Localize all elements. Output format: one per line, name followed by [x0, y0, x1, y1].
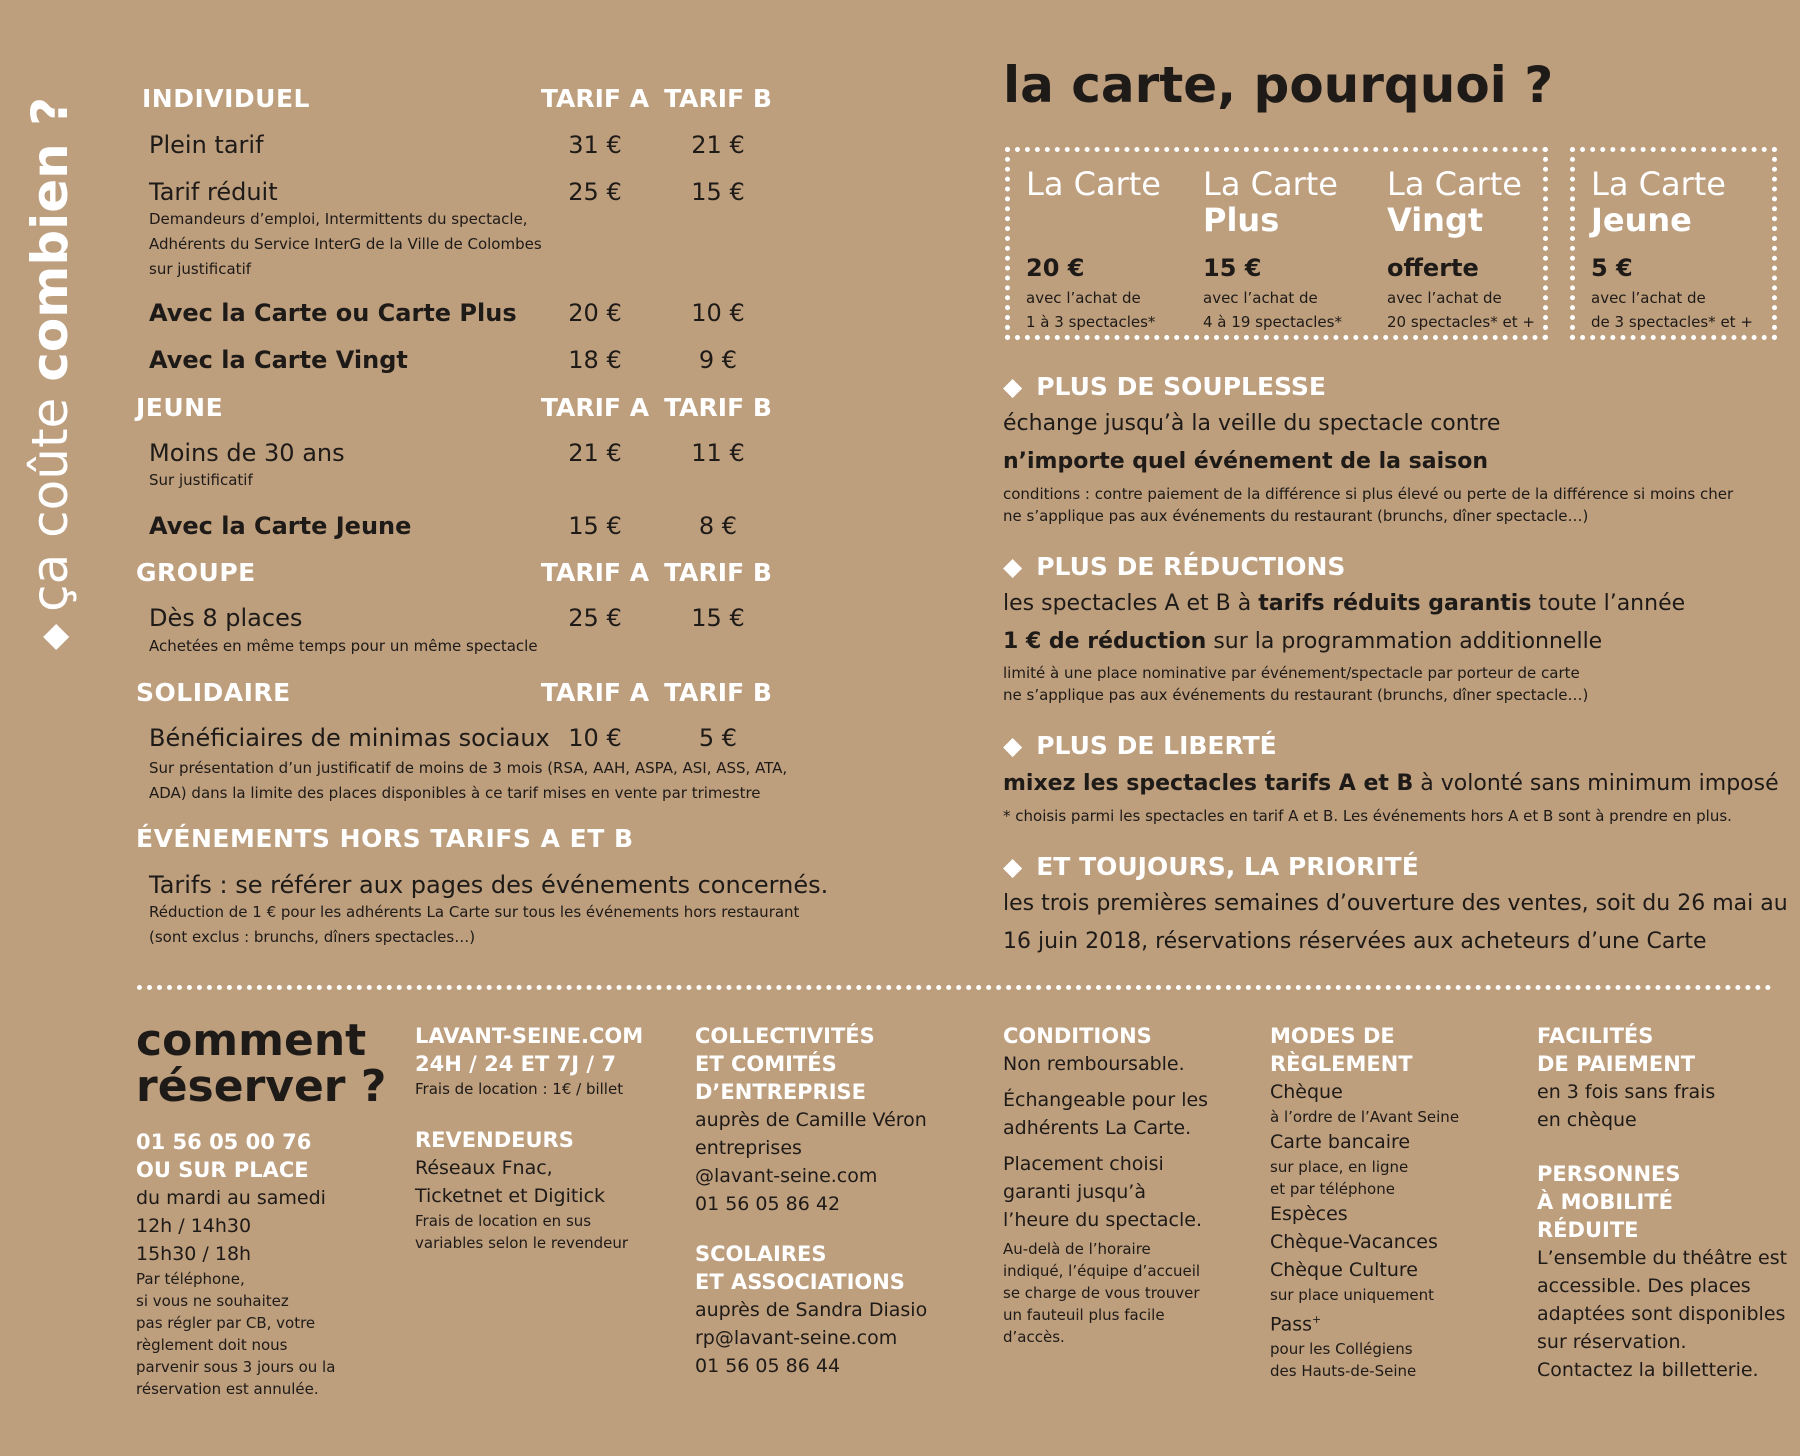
text: les spectacles A et B à: [1003, 591, 1259, 616]
col-tarif-a-heading: TARIF A: [540, 393, 650, 422]
row-tarif-b: 15 €: [691, 178, 745, 206]
note-line: d’accès.: [1003, 1328, 1065, 1346]
row-label: Plein tarif: [149, 131, 264, 159]
advantage-line: échange jusqu’à la veille du spectacle contre: [1003, 411, 1501, 436]
facilites-heading: DE PAIEMENT: [1537, 1052, 1696, 1076]
card-name: La Carte: [1387, 165, 1522, 203]
row-tarif-a: 15 €: [568, 512, 622, 540]
bold-text: 1 € de réduction: [1003, 629, 1207, 654]
advantage-heading: [1003, 852, 1419, 881]
revendeurs-line: Ticketnet et Digitick: [415, 1185, 606, 1207]
col-tarif-b-heading: TARIF B: [664, 678, 772, 707]
reserver-hours: 12h / 14h30: [136, 1215, 252, 1237]
card-price: 15 €: [1203, 254, 1262, 282]
scolaires-phone[interactable]: 01 56 05 86 44: [695, 1355, 841, 1377]
modes-heading: RÈGLEMENT: [1270, 1052, 1413, 1076]
facilites-heading: FACILITÉS: [1537, 1024, 1654, 1048]
card-suffix: Plus: [1203, 201, 1280, 239]
reserver-days: du mardi au samedi: [136, 1187, 326, 1209]
card-la-carte-plus: [1203, 166, 1342, 334]
mode-item: Carte bancaire: [1270, 1131, 1411, 1153]
mode-item: [1270, 1306, 1459, 1338]
dotted-divider: [137, 985, 1772, 990]
collectivites-column: [695, 1022, 927, 1380]
advantage-heading: [1003, 372, 1326, 401]
row-tarif-a: 31 €: [568, 131, 622, 159]
note-line: un fauteuil plus facile: [1003, 1306, 1165, 1324]
note-line: parvenir sous 3 jours ou la: [136, 1358, 336, 1376]
advantage-title: PLUS DE RÉDUCTIONS: [1036, 552, 1346, 581]
pmr-line: accessible. Des places: [1537, 1275, 1751, 1297]
mode-note: sur place, en ligne: [1270, 1158, 1409, 1176]
note-line: 20 spectacles* et +: [1387, 313, 1535, 331]
mode-item: Chèque Culture: [1270, 1259, 1418, 1281]
row-label: Avec la Carte Vingt: [149, 346, 408, 374]
website-note: Frais de location : 1€ / billet: [415, 1080, 624, 1098]
row-tarif-a: 20 €: [568, 299, 622, 327]
note-line: Par téléphone,: [136, 1270, 245, 1288]
reserver-title-line2: réserver ?: [136, 1061, 387, 1112]
conditions-line: Non remboursable.: [1003, 1053, 1185, 1075]
row-note: Achetées en même temps pour un même spectacle: [149, 637, 538, 655]
note-line: avec l’achat de: [1203, 289, 1318, 307]
row-tarif-a: 18 €: [568, 346, 622, 374]
reserver-column: [136, 1015, 387, 1400]
note-line: ADA) dans la limite des places disponibles à ce tarif mises en vente par trimestre: [149, 784, 761, 802]
row-note: [149, 207, 542, 282]
facilites-column: [1537, 1022, 1787, 1384]
note-line: avec l’achat de: [1387, 289, 1502, 307]
advantage-note: ne s’applique pas aux événements du restaurant (brunchs, dîner spectacle…): [1003, 686, 1589, 704]
note-line: Frais de location en sus: [415, 1212, 592, 1230]
conditions-note: [1003, 1238, 1208, 1348]
mode-item: Chèque: [1270, 1081, 1343, 1103]
row-tarif-b: 8 €: [698, 512, 738, 540]
card-suffix: [1026, 202, 1161, 238]
carte-title: la carte, pourquoi ?: [1003, 56, 1554, 114]
mode-note: et par téléphone: [1270, 1180, 1395, 1198]
collectivites-email[interactable]: @lavant-seine.com: [695, 1165, 878, 1187]
mode-sup: +: [1312, 1313, 1322, 1326]
reserver-onsite: OU SUR PLACE: [136, 1158, 309, 1182]
note-line: Au-delà de l’horaire: [1003, 1240, 1151, 1258]
text: toute l’année: [1531, 591, 1686, 616]
row-tarif-b: 10 €: [691, 299, 745, 327]
advantage-heading: [1003, 552, 1345, 581]
note-line: si vous ne souhaitez: [136, 1292, 289, 1310]
card-suffix: Jeune: [1591, 201, 1692, 239]
note-line: Sur présentation d’un justificatif de moins de 3 mois (RSA, AAH, ASPA, ASI, ASS, ATA,: [149, 759, 788, 777]
section-hors-heading: ÉVÉNEMENTS HORS TARIFS A ET B: [136, 824, 634, 853]
row-note: Sur justificatif: [149, 471, 253, 489]
row-note: [149, 756, 787, 806]
card-price: 5 €: [1591, 254, 1633, 282]
card-note: [1591, 286, 1753, 334]
row-tarif-b: 11 €: [691, 439, 745, 467]
advantage-heading: [1003, 731, 1277, 760]
row-tarif-a: 10 €: [568, 724, 622, 752]
diamond-icon: ◆: [1003, 552, 1023, 581]
pmr-line: L’ensemble du théâtre est: [1537, 1247, 1788, 1269]
card-price: 20 €: [1026, 254, 1085, 282]
reserver-title-line1: comment: [136, 1015, 367, 1066]
row-tarif-a: 25 €: [568, 178, 622, 206]
facilites-line: en 3 fois sans frais: [1537, 1081, 1716, 1103]
note-line: réservation est annulée.: [136, 1380, 319, 1398]
col-tarif-b-heading: TARIF B: [664, 558, 772, 587]
collectivites-heading: ET COMITÉS: [695, 1052, 837, 1076]
card-note: [1387, 286, 1535, 334]
mode-note: des Hauts-de-Seine: [1270, 1362, 1417, 1381]
collectivites-email[interactable]: entreprises: [695, 1137, 802, 1159]
row-tarif-b: 15 €: [691, 604, 745, 632]
side-title-part1: ça coûte: [21, 397, 79, 612]
row-tarif-b: 5 €: [698, 724, 738, 752]
collectivites-line: auprès de Camille Véron: [695, 1109, 927, 1131]
col-tarif-b-heading: TARIF B: [664, 393, 772, 422]
pmr-line: sur réservation.: [1537, 1331, 1687, 1353]
mode-note: pour les Collégiens: [1270, 1340, 1413, 1359]
reserver-phone: 01 56 05 00 76: [136, 1130, 312, 1154]
scolaires-heading: ET ASSOCIATIONS: [695, 1270, 905, 1294]
card-note: [1203, 286, 1342, 334]
mode-note: sur place uniquement: [1270, 1286, 1435, 1304]
note-line: avec l’achat de: [1591, 289, 1706, 307]
modes-reglement-column: [1270, 1022, 1459, 1382]
advantage-line: [1003, 771, 1779, 796]
section-jeune-heading: JEUNE: [136, 393, 224, 422]
note-line: 1 à 3 spectacles*: [1026, 313, 1156, 331]
col-tarif-a-heading: TARIF A: [540, 678, 650, 707]
side-title-part2: combien ?: [21, 96, 79, 382]
web-column: [415, 1022, 643, 1254]
note-line: de 3 spectacles* et +: [1591, 313, 1753, 331]
mode-label: Pass: [1270, 1313, 1313, 1336]
advantage-line: les trois premières semaines d’ouverture des ventes, soit du 26 mai au: [1003, 891, 1788, 916]
advantage-note: conditions : contre paiement de la différence si plus élevé ou perte de la différence si moins cher: [1003, 485, 1734, 503]
modes-heading: MODES DE: [1270, 1024, 1395, 1048]
note-line: indiqué, l’équipe d’accueil: [1003, 1262, 1201, 1280]
pmr-heading: PERSONNES: [1537, 1162, 1681, 1186]
advantage-line: [1003, 591, 1685, 616]
side-title: [20, 60, 80, 650]
note-line: Réduction de 1 € pour les adhérents La Carte sur tous les événements hors restaurant: [149, 903, 800, 921]
advantage-line: [1003, 449, 1488, 474]
scolaires-heading: SCOLAIRES: [695, 1242, 827, 1266]
note-line: Adhérents du Service InterG de la Ville de Colombes: [149, 235, 542, 253]
advantage-line: 16 juin 2018, réservations réservées aux acheteurs d’une Carte: [1003, 929, 1707, 954]
section-groupe-heading: GROUPE: [136, 558, 256, 587]
note-line: avec l’achat de: [1026, 289, 1141, 307]
collectivites-heading: D’ENTREPRISE: [695, 1080, 867, 1104]
conditions-column: [1003, 1022, 1208, 1348]
col-tarif-a-heading: TARIF A: [540, 558, 650, 587]
hors-text: Tarifs : se référer aux pages des événements concernés.: [149, 871, 829, 899]
diamond-icon: ◆: [33, 623, 74, 650]
bold-text: n’importe quel événement de la saison: [1003, 449, 1488, 474]
revendeurs-line: Réseaux Fnac,: [415, 1157, 553, 1179]
website-hours: 24H / 24 ET 7J / 7: [415, 1052, 616, 1076]
note-line: sur justificatif: [149, 260, 252, 278]
advantage-title: ET TOUJOURS, LA PRIORITÉ: [1036, 852, 1419, 881]
revendeurs-note: [415, 1210, 643, 1254]
note-line: pas régler par CB, votre: [136, 1314, 316, 1332]
row-tarif-a: 25 €: [568, 604, 622, 632]
text: sur la programmation additionnelle: [1206, 629, 1603, 654]
card-suffix: Vingt: [1387, 201, 1484, 239]
card-name: La Carte: [1203, 165, 1338, 203]
collectivites-phone[interactable]: 01 56 05 86 42: [695, 1193, 841, 1215]
card-la-carte-jeune: [1591, 166, 1753, 334]
row-label: Bénéficiaires de minimas sociaux: [149, 724, 550, 752]
advantage-line: [1003, 629, 1602, 654]
card-la-carte-vingt: [1387, 166, 1535, 334]
section-solidaire-heading: SOLIDAIRE: [136, 678, 291, 707]
diamond-icon: ◆: [1003, 372, 1023, 401]
row-label: Dès 8 places: [149, 604, 303, 632]
advantage-title: PLUS DE SOUPLESSE: [1036, 372, 1326, 401]
pmr-line: adaptées sont disponibles: [1537, 1303, 1786, 1325]
card-la-carte: [1026, 166, 1161, 334]
conditions-line: adhérents La Carte.: [1003, 1117, 1192, 1139]
advantage-note: * choisis parmi les spectacles en tarif A et B. Les événements hors A et B sont à prendre en plus.: [1003, 807, 1732, 825]
pmr-line: Contactez la billetterie.: [1537, 1359, 1759, 1381]
col-tarif-b-heading: TARIF B: [664, 84, 772, 113]
conditions-line: garanti jusqu’à: [1003, 1181, 1146, 1203]
note-line: variables selon le revendeur: [415, 1234, 629, 1252]
conditions-line: Placement choisi: [1003, 1153, 1164, 1175]
conditions-heading: CONDITIONS: [1003, 1024, 1152, 1048]
section-individuel-heading: INDIVIDUEL: [142, 84, 310, 113]
diamond-icon: ◆: [1003, 731, 1023, 760]
row-tarif-b: 9 €: [698, 346, 738, 374]
reserver-note: [136, 1268, 386, 1400]
col-tarif-a-heading: TARIF A: [540, 84, 650, 113]
row-tarif-a: 21 €: [568, 439, 622, 467]
card-note: [1026, 286, 1161, 334]
note-line: 4 à 19 spectacles*: [1203, 313, 1342, 331]
mode-item: Chèque-Vacances: [1270, 1231, 1438, 1253]
text: à volonté sans minimum imposé: [1413, 771, 1779, 796]
scolaires-email[interactable]: rp@lavant-seine.com: [695, 1327, 898, 1349]
reserver-hours: 15h30 / 18h: [136, 1243, 252, 1265]
note-line: règlement doit nous: [136, 1336, 288, 1354]
conditions-line: Échangeable pour les: [1003, 1089, 1209, 1111]
card-name: La Carte: [1591, 165, 1726, 203]
pmr-heading: RÉDUITE: [1537, 1218, 1639, 1242]
website-link[interactable]: LAVANT-SEINE.COM: [415, 1024, 644, 1048]
row-note: [149, 900, 799, 950]
note-line: se charge de vous trouver: [1003, 1284, 1200, 1302]
row-label: Tarif réduit: [149, 178, 278, 206]
bold-text: mixez les spectacles tarifs A et B: [1003, 771, 1414, 796]
pmr-heading: À MOBILITÉ: [1537, 1190, 1673, 1214]
facilites-line: en chèque: [1537, 1109, 1637, 1131]
card-name: La Carte: [1026, 165, 1161, 203]
advantage-note: limité à une place nominative par événement/spectacle par porteur de carte: [1003, 664, 1580, 682]
scolaires-line: auprès de Sandra Diasio: [695, 1299, 928, 1321]
row-tarif-b: 21 €: [691, 131, 745, 159]
mode-note: à l’ordre de l’Avant Seine: [1270, 1108, 1460, 1126]
row-label: Avec la Carte Jeune: [149, 512, 412, 540]
advantage-note: ne s’applique pas aux événements du restaurant (brunchs, dîner spectacle…): [1003, 507, 1589, 525]
diamond-icon: ◆: [1003, 852, 1023, 881]
note-line: Demandeurs d’emploi, Intermittents du spectacle,: [149, 210, 528, 228]
row-label: Avec la Carte ou Carte Plus: [149, 299, 517, 327]
mode-item: Espèces: [1270, 1203, 1348, 1225]
advantage-title: PLUS DE LIBERTÉ: [1036, 731, 1277, 760]
note-line: (sont exclus : brunchs, dîners spectacles…): [149, 928, 476, 946]
revendeurs-heading: REVENDEURS: [415, 1128, 574, 1152]
card-price: offerte: [1387, 254, 1479, 282]
collectivites-heading: COLLECTIVITÉS: [695, 1024, 875, 1048]
conditions-line: l’heure du spectacle.: [1003, 1209, 1202, 1231]
bold-text: tarifs réduits garantis: [1258, 591, 1532, 616]
row-label: Moins de 30 ans: [149, 439, 345, 467]
